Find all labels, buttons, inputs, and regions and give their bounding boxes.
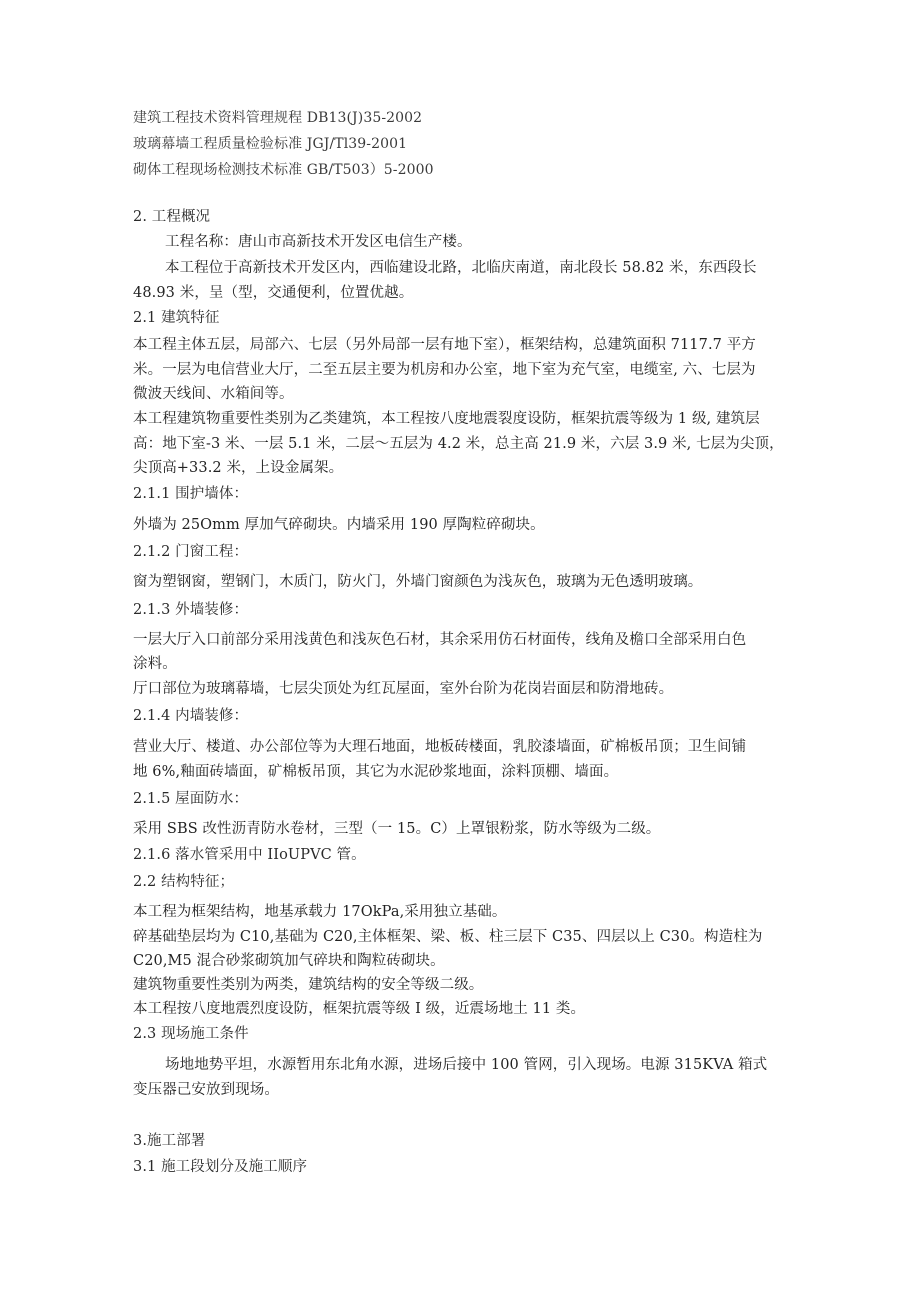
paragraph-line: 米。一层为电信营业大厅，二至五层主要为机房和办公室，地下室为充气室，电缆室, 六、七层为 xyxy=(133,362,756,378)
reference-line: 玻璃幕墙工程质量检验标准 JGJ/Tl39-2001 xyxy=(133,136,408,152)
subsection-heading: 2.1.2 门窗工程： xyxy=(133,544,249,560)
section-heading: 2.3 现场施工条件 xyxy=(133,1026,249,1042)
subsection-heading: 2.1.3 外墙装修： xyxy=(133,602,249,618)
section-heading: 2.1 建筑特征 xyxy=(133,310,220,326)
subsection-heading: 3.1 施工段划分及施工顺序 xyxy=(133,1159,308,1175)
subsection-heading: 2.1.5 屋面防水： xyxy=(133,791,249,807)
paragraph-line: 涂料。 xyxy=(133,656,177,672)
paragraph-line: 营业大厅、楼道、办公部位等为大理石地面，地板砖楼面，乳胶漆墙面，矿棉板吊顶；卫生间铺 xyxy=(133,739,747,755)
paragraph-line: 采用 SBS 改性沥青防水卷材，三型（一 15。C）上罩银粉浆，防水等级为二级。 xyxy=(133,821,661,837)
paragraph-line: 本工程建筑物重要性类别为乙类建筑，本工程按八度地震裂度设防，框架抗震等级为 1 级, 建筑层 xyxy=(133,411,760,427)
paragraph-line: 工程名称：唐山市高新技术开发区电信生产楼。 xyxy=(165,234,472,250)
reference-line: 砌体工程现场检测技术标准 GB/T503）5-2000 xyxy=(133,162,434,178)
paragraph-line: 尖顶高+33.2 米，上设金属架。 xyxy=(133,460,344,476)
paragraph-line: 本工程按八度地震烈度设防，框架抗震等级 I 级，近震场地土 11 类。 xyxy=(133,1001,586,1017)
paragraph-line: 高：地下室-3 米、一层 5.1 米，二层～五层为 4.2 米，总主高 21.9 米，六层 3.9 米, 七层为尖顶， xyxy=(133,436,784,452)
section-heading: 2.2 结构特征； xyxy=(133,874,235,890)
paragraph-line: 场地地势平坦，水源暂用东北角水源，进场后接中 100 管网，引入现场。电源 315KVA 箱式 xyxy=(165,1057,768,1073)
reference-line: 建筑工程技术资料管理规程 DB13(J)35-2002 xyxy=(133,110,423,126)
paragraph-line: 48.93 米，呈（型，交通便利，位置优越。 xyxy=(133,285,414,301)
paragraph-line: 碎基础垫层均为 C10,基础为 C20,主体框架、梁、板、柱三层下 C35、四层以上 C30。构造柱为 xyxy=(133,929,763,945)
paragraph-line: C20,M5 混合砂浆砌筑加气碎块和陶粒砖砌块。 xyxy=(133,953,445,969)
section-heading: 3.施工部署 xyxy=(133,1133,206,1149)
paragraph-line: 一层大厅入口前部分采用浅黄色和浅灰色石材，其余采用仿石材面传，线角及檐口全部采用白色 xyxy=(133,632,747,648)
subsection-heading: 2.1.1 围护墙体： xyxy=(133,486,249,502)
paragraph-line: 建筑物重要性类别为两类，建筑结构的安全等级二级。 xyxy=(133,977,484,993)
subsection-heading: 2.1.6 落水管采用中 IIoUPVC 管。 xyxy=(133,847,366,863)
paragraph-line: 本工程位于高新技术开发区内，西临建设北路，北临庆南道，南北段长 58.82 米，东西段长 xyxy=(165,260,757,276)
subsection-heading: 2.1.4 内墙装修： xyxy=(133,708,249,724)
paragraph-line: 本工程主体五层，局部六、七层（另外局部一层有地下室），框架结构，总建筑面积 7117.7 平方 xyxy=(133,337,756,353)
paragraph-line: 本工程为框架结构，地基承载力 17OkPa,采用独立基础。 xyxy=(133,904,507,920)
paragraph-line: 外墙为 25Omm 厚加气碎砌块。内墙采用 190 厚陶粒碎砌块。 xyxy=(133,517,545,533)
section-heading: 2. 工程概况 xyxy=(133,209,211,225)
paragraph-line: 厅口部位为玻璃幕墙，七层尖顶处为红瓦屋面，室外台阶为花岗岩面层和防滑地砖。 xyxy=(133,681,674,697)
paragraph-line: 微波天线间、水箱间等。 xyxy=(133,386,294,402)
paragraph-line: 变压器己安放到现场。 xyxy=(133,1082,279,1098)
paragraph-line: 地 6%,釉面砖墙面，矿棉板吊顶，其它为水泥砂浆地面，涂料顶棚、墙面。 xyxy=(133,764,619,780)
paragraph-line: 窗为塑钢窗，塑钢门，木质门，防火门，外墙门窗颜色为浅灰色，玻璃为无色透明玻璃。 xyxy=(133,574,703,590)
